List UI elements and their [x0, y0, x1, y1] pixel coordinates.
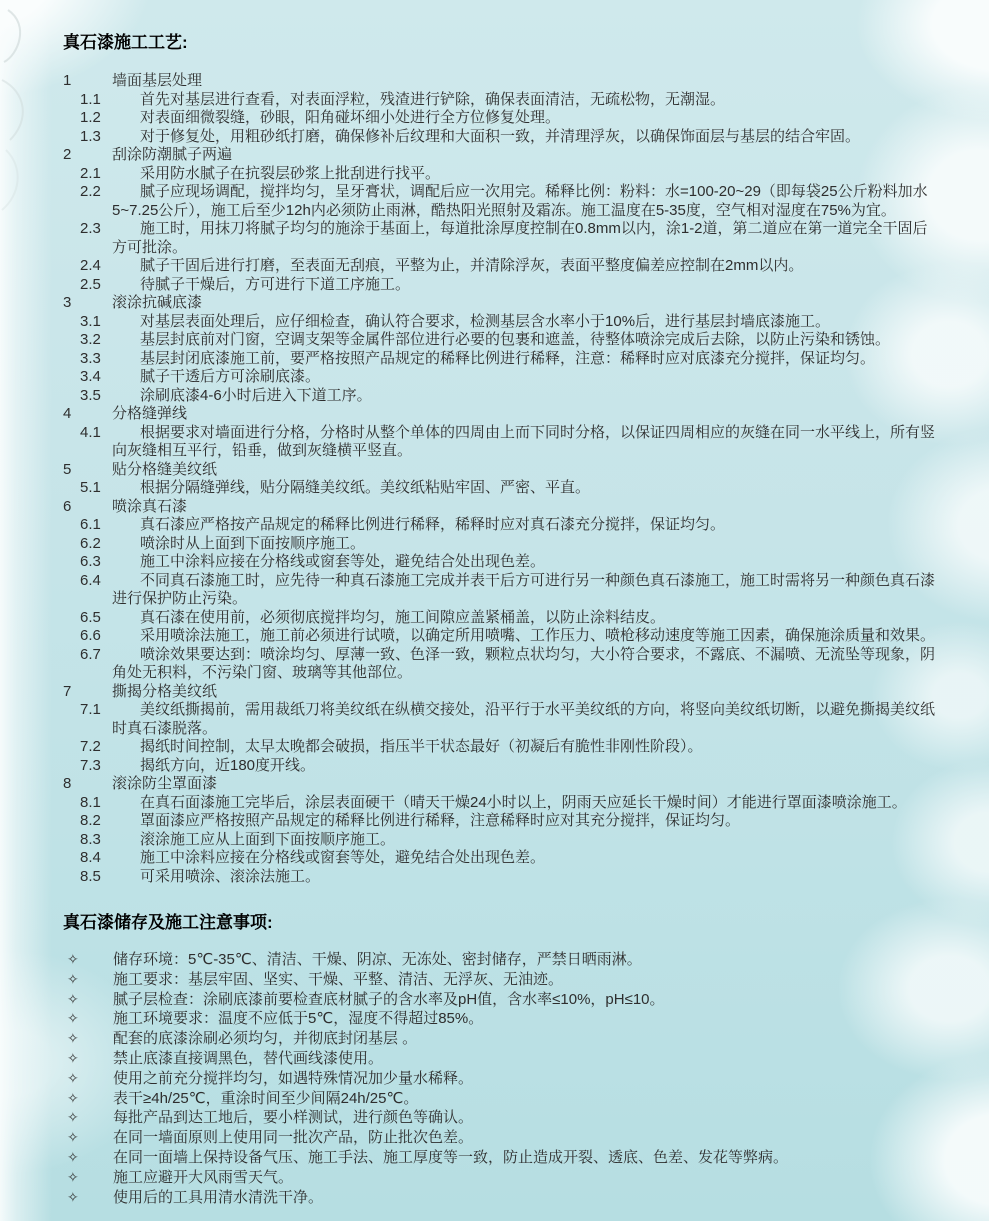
note-text: 禁止底漆直接调黑色，替代画线漆使用。 [113, 1049, 384, 1067]
item-number: 6.2 [80, 534, 101, 552]
item-number: 4.1 [80, 423, 101, 441]
item-text: 根据分隔缝弹线，贴分隔缝美纹纸。美纹纸粘贴牢固、严密、平直。 [140, 479, 591, 496]
list-item [0, 183, 989, 220]
star-bullet-icon: ✧ [67, 1049, 79, 1066]
note-item [0, 970, 989, 990]
item-number: 2.1 [80, 164, 101, 182]
section-number: 4 [63, 405, 72, 422]
item-text: 采用防水腻子在抗裂层砂浆上批刮进行找平。 [140, 164, 441, 182]
note-text: 在同一面墙上保持设备气压、施工手法、施工厚度等一致，防止造成开裂、透底、色差、发花等弊病。 [113, 1148, 789, 1166]
section-title: 滚涂防尘罩面漆 [112, 775, 218, 792]
star-bullet-icon: ✧ [67, 1148, 79, 1165]
item-number: 6.4 [80, 571, 101, 589]
notes-title: 真石漆储存及施工注意事项: [63, 913, 273, 932]
star-bullet-icon: ✧ [67, 1129, 79, 1146]
list-item [0, 387, 989, 406]
list-item [0, 849, 989, 868]
section-header [0, 146, 989, 165]
item-number: 6.5 [80, 608, 101, 626]
item-text: 腻子干透后方可涂刷底漆。 [140, 368, 321, 385]
section-header [0, 498, 989, 517]
note-text: 施工要求：基层牢固、坚实、干燥、平整、清洁、无浮灰、无油迹。 [113, 970, 564, 988]
item-number: 6.3 [80, 553, 101, 570]
item-text: 对基层表面处理后，应仔细检查，确认符合要求，检测基层含水率小于10%后，进行基层封墙底漆施工。 [140, 312, 831, 330]
star-bullet-icon: ✧ [67, 1188, 79, 1205]
list-item [0, 627, 989, 646]
section-title: 墙面基层处理 [112, 72, 203, 89]
list-item [0, 368, 989, 387]
item-text: 真石漆应严格按产品规定的稀释比例进行稀释，稀释时应对真石漆充分搅拌，保证均匀。 [140, 516, 726, 533]
item-text: 涂刷底漆4-6小时后进入下道工序。 [140, 386, 372, 404]
note-item [0, 1148, 989, 1168]
list-item [0, 165, 989, 184]
item-text: 根据要求对墙面进行分格，分格时从整个单体的四周由上而下同时分格，以保证四周相应的灰缝在同一水平线上，所有竖向灰缝相互平行，铅垂，做到灰缝横平竖直。 [112, 423, 936, 459]
star-bullet-icon: ✧ [67, 951, 79, 967]
page-title: 真石漆施工工艺: [63, 33, 188, 52]
section-header [0, 461, 989, 480]
section-title: 刮涂防潮腻子两遍 [112, 146, 233, 163]
star-bullet-icon: ✧ [67, 990, 79, 1007]
item-text: 腻子干固后进行打磨，至表面无刮痕，平整为止，并清除浮灰，表面平整度偏差应控制在2mm以内。 [140, 257, 804, 274]
list-item [0, 109, 989, 128]
item-text: 腻子应现场调配，搅拌均匀，呈牙膏状，调配后应一次用完。稀释比例：粉料：水=100-20~29（即每袋25公斤粉料加水5~7.25公斤），施工后至少12h内必须防止雨淋，酷热阳光照射及霜冻。施工温度在5-35度，空气相对湿度在75%为宜。 [112, 183, 928, 219]
note-item [0, 1128, 989, 1148]
item-text: 施工时，用抹刀将腻子均匀的施涂于基面上，每道批涂厚度控制在0.8mm以内，涂1-2道，第二道应在第一道完全干固后方可批涂。 [112, 220, 928, 256]
item-text: 喷涂时从上面到下面按顺序施工。 [140, 534, 366, 552]
note-item [0, 1069, 989, 1089]
item-number: 3.2 [80, 331, 101, 348]
note-text: 表干≥4h/25℃，重涂时间至少间隔24h/25℃。 [113, 1089, 419, 1107]
section-header [0, 294, 989, 313]
note-item [0, 1089, 989, 1109]
item-text: 罩面漆应严格按照产品规定的稀释比例进行稀释，注意稀释时应对其充分搅拌，保证均匀。 [140, 812, 741, 829]
note-text: 使用后的工具用清水清洗干净。 [113, 1188, 324, 1206]
note-item [0, 1108, 989, 1128]
section-title: 滚涂抗碱底漆 [112, 294, 203, 311]
section-header [0, 683, 989, 702]
list-item [0, 257, 989, 276]
list-item [0, 646, 989, 683]
note-item [0, 1009, 989, 1029]
star-bullet-icon: ✧ [67, 1109, 79, 1126]
star-bullet-icon: ✧ [67, 1010, 79, 1027]
item-number: 8.4 [80, 849, 101, 866]
note-text: 施工环境要求：温度不应低于5℃，湿度不得超过85%。 [113, 1010, 484, 1028]
star-bullet-icon: ✧ [67, 1089, 79, 1106]
star-bullet-icon: ✧ [67, 1168, 79, 1185]
list-item [0, 91, 989, 110]
note-item [0, 990, 989, 1010]
section-number: 1 [63, 72, 72, 89]
section-number: 6 [63, 497, 72, 515]
note-text: 在同一墙面原则上使用同一批次产品，防止批次色差。 [113, 1129, 474, 1147]
item-text: 可采用喷涂、滚涂法施工。 [140, 867, 321, 885]
item-number: 1.3 [80, 127, 101, 145]
item-number: 7.3 [80, 756, 101, 774]
note-item [0, 1168, 989, 1188]
item-text: 对表面细微裂缝，砂眼，阳角碰坏细小处进行全方位修复处理。 [140, 109, 561, 126]
list-item [0, 701, 989, 738]
note-item [0, 1029, 989, 1049]
item-number: 8.1 [80, 793, 101, 811]
item-number: 8.2 [80, 812, 101, 829]
list-item [0, 553, 989, 572]
list-item [0, 350, 989, 369]
item-text: 首先对基层进行查看，对表面浮粒，残渣进行铲除，确保表面清洁，无疏松物，无潮湿。 [140, 90, 726, 108]
list-item [0, 812, 989, 831]
star-bullet-icon: ✧ [67, 1069, 79, 1086]
item-number: 1.1 [80, 90, 101, 108]
item-text: 真石漆在使用前，必须彻底搅拌均匀，施工间隙应盖紧桶盖，以防止涂料结皮。 [140, 608, 666, 626]
item-number: 8.5 [80, 867, 101, 885]
list-item [0, 738, 989, 757]
note-text: 每批产品到达工地后，要小样测试，进行颜色等确认。 [113, 1109, 474, 1127]
list-item [0, 757, 989, 776]
item-text: 施工中涂料应接在分格线或窗套等处，避免结合处出现色差。 [140, 849, 546, 866]
item-number: 2.5 [80, 275, 101, 293]
note-text: 腻子层检查：涂刷底漆前要检查底材腻子的含水率及pH值，含水率≤10%，pH≤10。 [113, 990, 665, 1008]
item-number: 3.3 [80, 349, 101, 367]
section-header [0, 775, 989, 794]
list-item [0, 424, 989, 461]
star-bullet-icon: ✧ [67, 970, 79, 987]
list-item [0, 220, 989, 257]
note-item [0, 950, 989, 970]
item-text: 揭纸时间控制，太早太晚都会破损，指压半干状态最好（初凝后有脆性非刚性阶段）。 [140, 738, 703, 755]
section-number: 2 [63, 146, 72, 163]
note-text: 配套的底漆涂刷必须均匀，并彻底封闭基层 。 [113, 1030, 418, 1048]
item-text: 美纹纸撕揭前，需用裁纸刀将美纹纸在纵横交接处，沿平行于水平美纹纸的方向，将竖向美纹纸切断，以避免撕揭美纹纸时真石漆脱落。 [112, 701, 936, 737]
list-item [0, 516, 989, 535]
list-item [0, 572, 989, 609]
notes-list [0, 950, 989, 1207]
section-number: 8 [63, 775, 72, 792]
list-item [0, 609, 989, 628]
item-number: 5.1 [80, 479, 101, 496]
item-number: 6.6 [80, 627, 101, 644]
item-number: 6.7 [80, 645, 101, 663]
note-item [0, 1188, 989, 1208]
item-number: 2.2 [80, 183, 101, 200]
item-text: 基层封闭底漆施工前，要严格按照产品规定的稀释比例进行稀释，注意：稀释时应对底漆充分搅拌，保证均匀。 [140, 349, 876, 367]
list-item [0, 868, 989, 887]
item-number: 3.4 [80, 368, 101, 385]
section-header [0, 72, 989, 91]
section-number: 7 [63, 682, 72, 700]
item-text: 对于修复处，用粗砂纸打磨，确保修补后纹理和大面积一致，并清理浮灰，以确保饰面层与基层的结合牢固。 [140, 127, 861, 145]
item-number: 3.5 [80, 386, 101, 404]
item-number: 8.3 [80, 830, 101, 848]
list-item [0, 535, 989, 554]
star-bullet-icon: ✧ [67, 1030, 79, 1047]
note-text: 施工应避开大风雨雪天气。 [113, 1168, 294, 1186]
section-header [0, 405, 989, 424]
section-title: 撕揭分格美纹纸 [112, 682, 218, 700]
item-text: 施工中涂料应接在分格线或窗套等处，避免结合处出现色差。 [140, 553, 546, 570]
item-number: 3.1 [80, 312, 101, 330]
item-number: 2.4 [80, 257, 101, 274]
item-text: 基层封底前对门窗，空调支架等金属件部位进行必要的包裹和遮盖，待整体喷涂完成后去除，以防止污染和锈蚀。 [140, 331, 891, 348]
list-item [0, 313, 989, 332]
section-number: 5 [63, 460, 72, 478]
section-title: 分格缝弹线 [112, 405, 188, 422]
note-item [0, 1049, 989, 1069]
item-number: 1.2 [80, 109, 101, 126]
item-text: 采用喷涂法施工，施工前必须进行试喷，以确定所用喷嘴、工作压力、喷枪移动速度等施工因素，确保施涂质量和效果。 [140, 627, 936, 644]
section-title: 贴分格缝美纹纸 [112, 460, 218, 478]
note-text: 使用之前充分搅拌均匀，如遇特殊情况加少量水稀释。 [113, 1069, 474, 1087]
item-text: 揭纸方向，近180度开线。 [140, 756, 316, 774]
list-item [0, 831, 989, 850]
item-text: 滚涂施工应从上面到下面按顺序施工。 [140, 830, 396, 848]
item-text: 在真石面漆施工完毕后，涂层表面硬干（晴天干燥24小时以上，阴雨天应延长干燥时间）才能进行罩面漆喷涂施工。 [140, 793, 907, 811]
list-item [0, 479, 989, 498]
item-number: 7.2 [80, 738, 101, 755]
item-number: 7.1 [80, 701, 101, 718]
list-item [0, 276, 989, 295]
section-title: 喷涂真石漆 [112, 497, 188, 515]
item-text: 待腻子干燥后，方可进行下道工序施工。 [140, 275, 411, 293]
list-item [0, 794, 989, 813]
item-text: 喷涂效果要达到：喷涂均匀、厚薄一致、色泽一致，颗粒点状均匀，大小符合要求，不露底、不漏喷、无流坠等现象，阴角处无积料，不污染门窗、玻璃等其他部位。 [112, 645, 936, 681]
note-text: 储存环境：5℃-35℃、清洁、干燥、阴凉、无冻处、密封储存，严禁日晒雨淋。 [113, 951, 642, 968]
process-sections-list [0, 72, 989, 886]
list-item [0, 128, 989, 147]
item-number: 6.1 [80, 516, 101, 533]
list-item [0, 331, 989, 350]
item-text: 不同真石漆施工时，应先待一种真石漆施工完成并表干后方可进行另一种颜色真石漆施工，施工时需将另一种颜色真石漆进行保护防止污染。 [112, 571, 936, 607]
section-number: 3 [63, 294, 72, 311]
item-number: 2.3 [80, 220, 101, 237]
